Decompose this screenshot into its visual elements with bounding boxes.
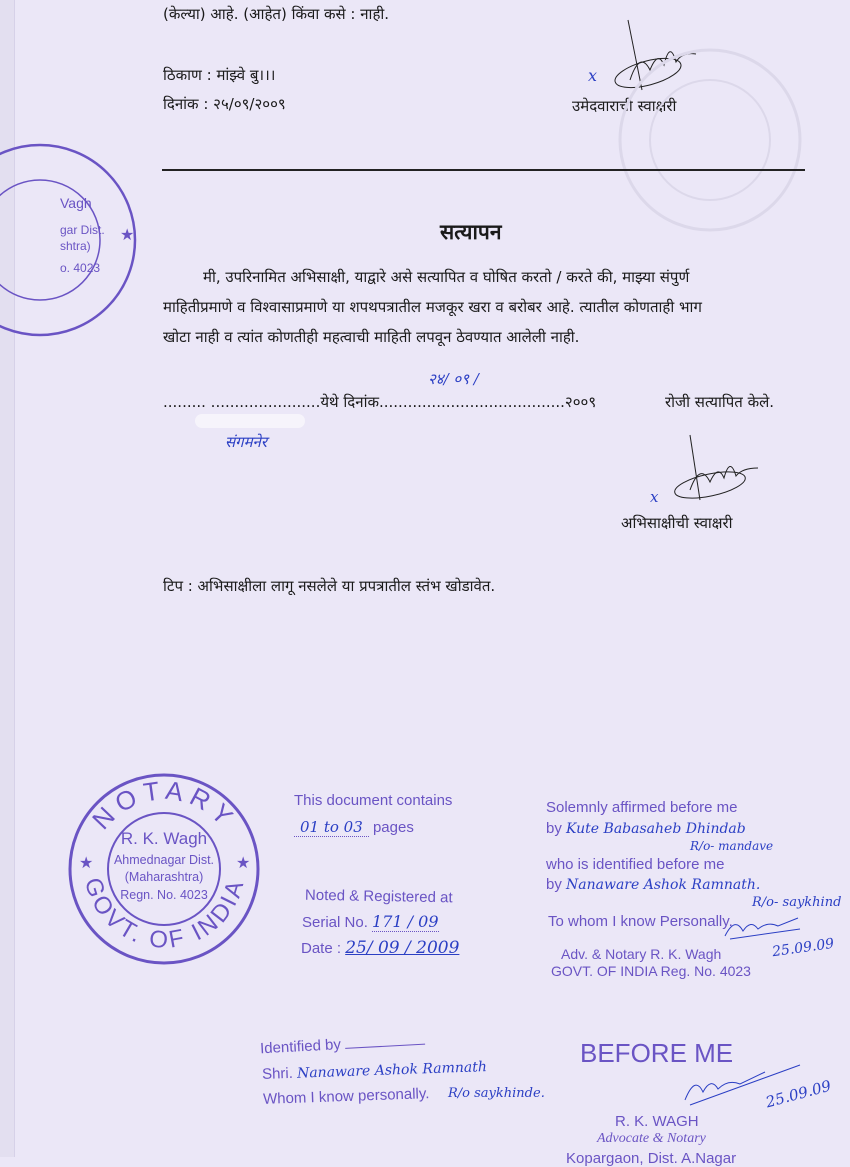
affirm-handwritten-date: 25.09.09 (771, 935, 836, 961)
affirm-line5: To whom I know Personally. (548, 913, 733, 930)
seal-top-text: NOTARY (86, 774, 243, 836)
verification-paragraph (163, 262, 799, 352)
place-label: ठिकाण : मांझ्वे बु।।। (163, 66, 276, 84)
identified-label: Identified by (259, 1036, 342, 1058)
identified-line3: Whom I know personally. (262, 1085, 430, 1108)
pages-line1: This document contains (294, 792, 453, 809)
continuation-line: (केल्या) आहे. (आहेत) किंवा कसे : नाही. (163, 5, 390, 23)
svg-text:★: ★ (120, 225, 135, 244)
affirm-line1: Solemnly affirmed before me (546, 799, 738, 816)
identifier-name: Nanaware Ashok Ramnath. (566, 877, 761, 893)
divider (162, 169, 805, 171)
pages-value: 01 to 03 (294, 818, 369, 837)
seal-district: Ahmednagar Dist. (113, 853, 215, 867)
identifier-residence: R/o- saykhind (752, 895, 842, 910)
deponent-signature-label: अभिसाक्षीची स्वाक्षरी (621, 514, 733, 532)
affirm-line3: who is identified before me (546, 856, 725, 873)
affirm-notary-line1: Adv. & Notary R. K. Wagh (561, 946, 722, 962)
registration-line1: Noted & Registered at (304, 886, 453, 907)
seal-name: R. K. Wagh (120, 829, 208, 848)
date-label: दिनांक : २५/०९/२००९ (163, 95, 286, 113)
deponent-residence: R/o- mandave (690, 839, 774, 853)
seal-state: (Maharashtra) (124, 870, 204, 884)
reg-date-line (301, 938, 459, 958)
identification-name: Nanaware Ashok Ramnath (296, 1059, 488, 1082)
svg-text:Vagh: Vagh (60, 195, 92, 211)
notary-seal (62, 772, 267, 967)
verified-label: रोजी सत्यापित केले. (665, 393, 775, 411)
deponent-signature (650, 430, 770, 510)
serial-value: 171 / 09 (372, 912, 439, 931)
svg-text:shtra): shtra) (60, 239, 91, 253)
svg-text:gar Dist.: gar Dist. (60, 223, 105, 237)
seal-regn: Regn. No. 4023 (120, 888, 208, 902)
before-me-name: R. K. WAGH (615, 1113, 699, 1130)
pages-line2 (294, 818, 414, 836)
serial-line (302, 912, 439, 931)
before-me-place: Kopargaon, Dist. A.Nagar (566, 1150, 737, 1167)
affirm-notary-line2: GOVT. OF INDIA Reg. No. 4023 (551, 963, 751, 979)
paragraph-line: मी, उपरिनामित अभिसाक्षी, याद्वारे असे सत्यापित व घोषित करतो / करते की, माझ्या संपुर्ण (203, 268, 690, 286)
pages-suffix: pages (372, 819, 414, 836)
whiteout-mark (195, 414, 305, 428)
paragraph-line: माहितीप्रमाणे व विश्वासाप्रमाणे या शपथपत्रातील मजकूर खरा व बरोबर आहे. त्यातील कोणताही भाग (163, 298, 702, 316)
deponent-name: Kute Babasaheb Dhindab (566, 821, 746, 837)
reg-date-label: Date : (301, 940, 342, 957)
affirm-by-label-2: by (546, 876, 562, 893)
candidate-signature-label: उमेदवाराची स्वाक्षरी (572, 97, 677, 115)
before-me-title: BEFORE ME (580, 1038, 734, 1068)
place-date-line: ......... .......................येथे दिनांक.......................................२००९ (163, 393, 597, 411)
shri-label: Shri. (261, 1064, 294, 1083)
seal-bottom-text: GOVT. OF INDIA (78, 874, 251, 954)
note: टिप : अभिसाक्षीला लागू नसलेले या प्रपत्रातील स्तंभ खोडावेत. (163, 577, 496, 595)
handwritten-date: २४/ ०९ / (428, 370, 479, 388)
paragraph-line: खोटा नाही व त्यांत कोणतीही महत्वाची माहिती लपवून ठेवण्यात आलेली नाही. (163, 328, 580, 346)
svg-text:★: ★ (79, 853, 94, 872)
svg-text:★: ★ (236, 853, 251, 872)
identifier-signature-line (345, 1044, 425, 1049)
svg-text:o. 4023: o. 4023 (60, 261, 101, 275)
shri-line (262, 1058, 487, 1083)
affirm-identifier-line (546, 876, 760, 893)
notary-seal-partial (0, 140, 150, 340)
signature-mark: x (588, 66, 598, 85)
verification-title: सत्यापन (440, 220, 502, 244)
serial-label: Serial No. (302, 914, 368, 931)
embossed-seal (610, 40, 810, 240)
before-me-designation: Advocate & Notary (597, 1131, 706, 1146)
affirm-by-line (546, 820, 746, 837)
before-me-date: 25.09.09 (763, 1076, 833, 1112)
svg-text:NOTARY (86, 775, 243, 835)
deponent-signature-mark: x (650, 488, 659, 506)
affirm-by-label: by (546, 820, 562, 837)
identified-line1 (260, 1032, 426, 1058)
reg-date-value: 25/ 09 / 2009 (345, 938, 460, 958)
identification-residence: R/o saykhinde. (448, 1086, 545, 1101)
handwritten-place: संगमनेर (225, 433, 268, 451)
